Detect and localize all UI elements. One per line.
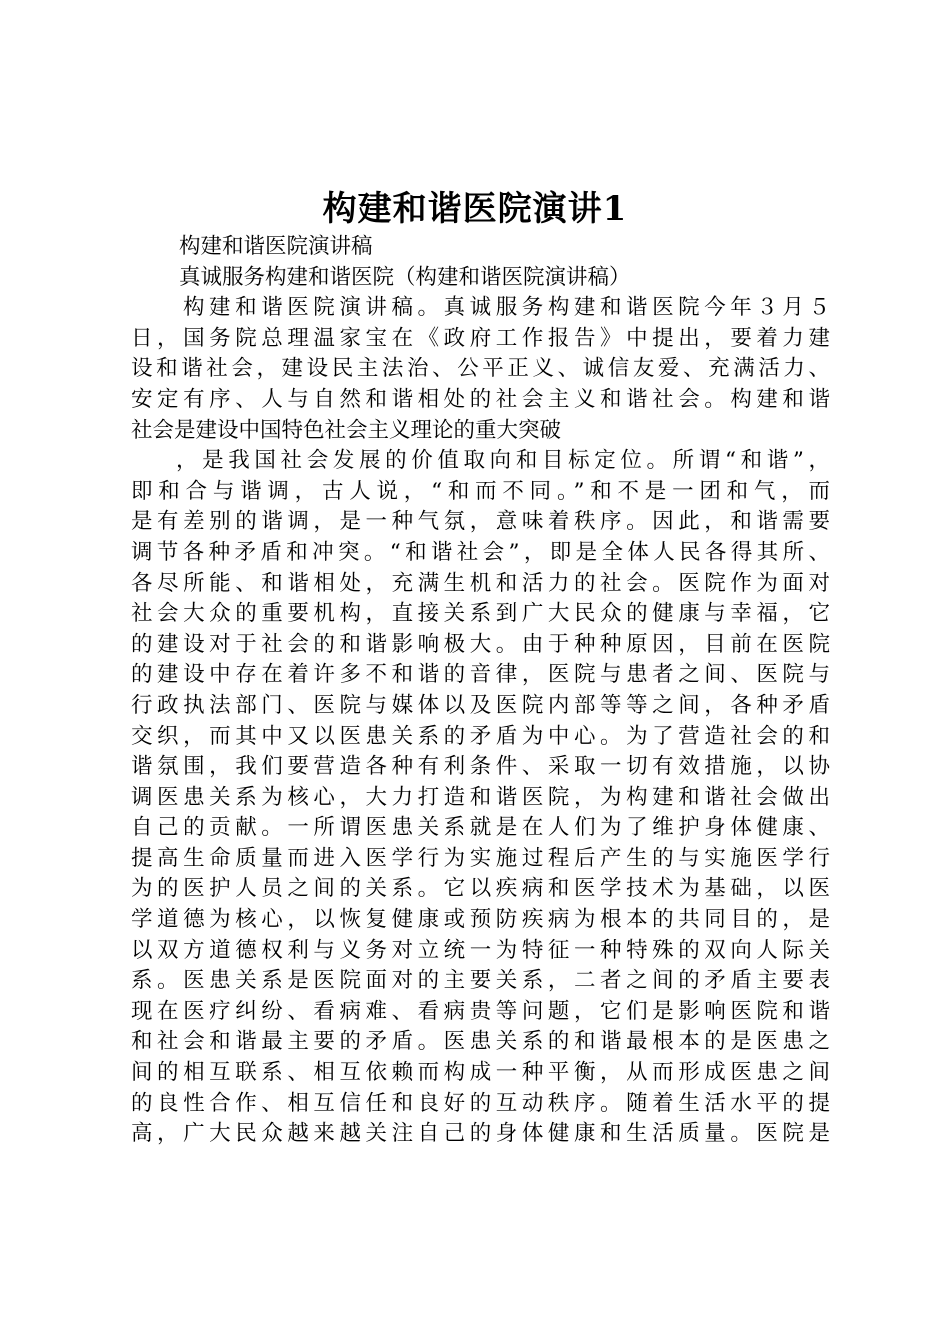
paragraph [131, 263, 830, 294]
paragraph [131, 293, 830, 446]
text-line: 构建和谐医院演讲稿。真诚服务构建和谐医院今年３月５ [183, 295, 830, 321]
text-line: 和社会和谐最主要的矛盾。医患关系的和谐最根本的是医患之 [131, 1029, 830, 1055]
text-line: 行政执法部门、医院与媒体以及医院内部等等之间，各种矛盾 [131, 692, 830, 718]
text-line: 为的医护人员之间的关系。它以疾病和医学技术为基础，以医 [131, 876, 830, 902]
paragraph [131, 446, 830, 1150]
text-line: 社会是建设中国特色社会主义理论的重大突破 [131, 417, 562, 443]
text-line: 构建和谐医院演讲稿 [179, 234, 373, 259]
text-line: 安定有序、人与自然和谐相处的社会主义和谐社会。构建和谐 [131, 386, 830, 412]
text-line: 调医患关系为核心，大力打造和谐医院，为构建和谐社会做出 [131, 784, 830, 810]
text-line: 提高生命质量而进入医学行为实施过程后产生的与实施医学行 [131, 845, 830, 871]
text-line: 社会大众的重要机构，直接关系到广大民众的健康与幸福，它 [131, 601, 830, 627]
text-line: 以双方道德权利与义务对立统一为特征一种特殊的双向人际关 [131, 937, 830, 963]
document-title: 构建和谐医院演讲1 [322, 189, 628, 229]
text-line: 是有差别的谐调，是一种气氛，意味着秩序。因此，和谐需要 [131, 509, 830, 535]
text-line: 即和合与谐调，古人说，“和而不同。”和不是一团和气，而 [131, 478, 830, 504]
text-line: 间的相互联系、相互依赖而构成一种平衡，从而形成医患之间 [131, 1060, 830, 1086]
text-line: 系。医患关系是医院面对的主要关系，二者之间的矛盾主要表 [131, 968, 830, 994]
text-line: 调节各种矛盾和冲突。“和谐社会”，即是全体人民各得其所、 [131, 539, 830, 565]
text-line: 自己的贡献。一所谓医患关系就是在人们为了维护身体健康、 [131, 815, 830, 841]
text-line: 设和谐社会，建设民主法治、公平正义、诚信友爱、充满活力、 [131, 356, 830, 382]
text-line: 交织，而其中又以医患关系的矛盾为中心。为了营造社会的和 [131, 723, 830, 749]
text-line: 日，国务院总理温家宝在《政府工作报告》中提出，要着力建 [131, 325, 830, 351]
paragraph [131, 232, 830, 263]
text-line: 的建设中存在着许多不和谐的音律，医院与患者之间、医院与 [131, 662, 830, 688]
text-line: 的良性合作、相互信任和良好的互动秩序。随着生活水平的提 [131, 1090, 830, 1116]
text-line: 真诚服务构建和谐医院（构建和谐医院演讲稿） [179, 264, 631, 290]
text-line: 学道德为核心，以恢复健康或预防疾病为根本的共同目的，是 [131, 907, 830, 933]
text-line: 现在医疗纠纷、看病难、看病贵等问题，它们是影响医院和谐 [131, 998, 830, 1024]
text-line: 各尽所能、和谐相处，充满生机和活力的社会。医院作为面对 [131, 570, 830, 596]
text-line: 的建设对于社会的和谐影响极大。由于种种原因，目前在医院 [131, 631, 830, 657]
text-line: ，是我国社会发展的价值取向和目标定位。所谓“和谐”， [176, 448, 830, 474]
document-body [131, 232, 830, 1150]
text-line: 谐氛围，我们要营造各种有利条件、采取一切有效措施，以协 [131, 754, 830, 780]
text-line: 高，广大民众越来越关注自己的身体健康和生活质量。医院是 [131, 1121, 830, 1147]
